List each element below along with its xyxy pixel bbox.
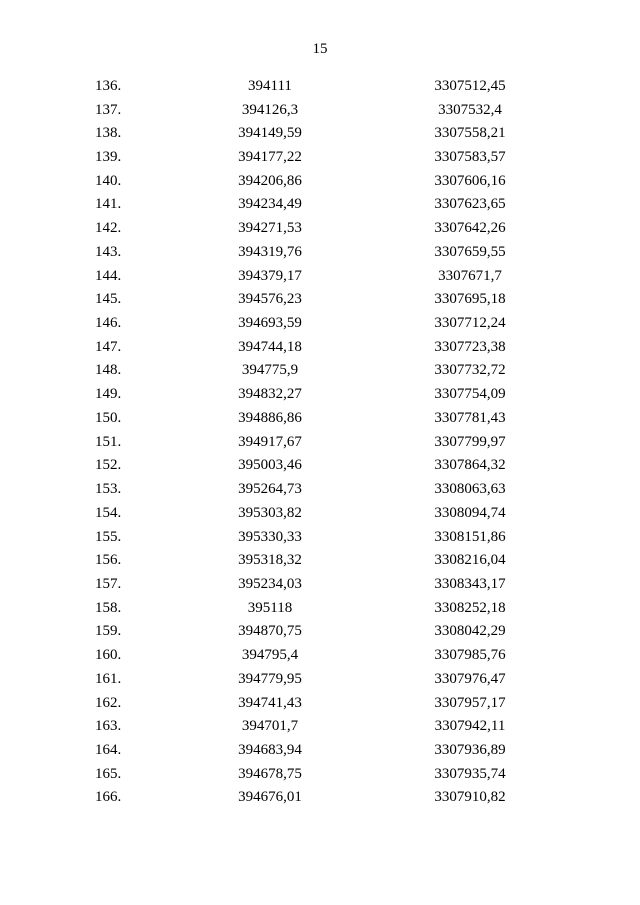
- y-coordinate: 3308343,17: [434, 575, 506, 592]
- column-gap: [335, 382, 405, 406]
- row-margin-right: [535, 74, 640, 98]
- row-margin-right: [535, 240, 640, 264]
- column-gap: [335, 454, 405, 478]
- x-coordinate: 394832,27: [238, 386, 302, 403]
- x-coordinate: 394870,75: [238, 623, 302, 640]
- point-number: 140.: [95, 172, 122, 189]
- column-gap: [335, 430, 405, 454]
- row-margin-left: [0, 501, 95, 525]
- column-gap: [335, 74, 405, 98]
- point-number: 155.: [95, 528, 122, 545]
- point-number: 143.: [95, 243, 122, 260]
- point-number: 138.: [95, 125, 122, 142]
- row-margin-left: [0, 620, 95, 644]
- column-gap: [335, 121, 405, 145]
- y-coordinate: 3307936,89: [434, 741, 506, 758]
- point-number: 160.: [95, 647, 122, 664]
- row-margin-left: [0, 454, 95, 478]
- table-row: [0, 786, 640, 810]
- point-number: 148.: [95, 362, 122, 379]
- y-coordinate: 3308216,04: [434, 552, 506, 569]
- y-coordinate: 3307712,24: [434, 315, 506, 332]
- y-coordinate: 3307558,21: [434, 125, 506, 142]
- point-number: 157.: [95, 575, 122, 592]
- y-coordinate: 3307512,45: [434, 77, 506, 94]
- row-margin-right: [535, 121, 640, 145]
- table-row: [0, 643, 640, 667]
- column-gap: [335, 145, 405, 169]
- row-margin-left: [0, 430, 95, 454]
- x-coordinate: 395318,32: [238, 552, 302, 569]
- table-row: [0, 193, 640, 217]
- row-margin-left: [0, 311, 95, 335]
- y-coordinate: 3307985,76: [434, 647, 506, 664]
- column-gap: [335, 738, 405, 762]
- table-row: [0, 98, 640, 122]
- x-coordinate: 394779,95: [238, 670, 302, 687]
- x-coordinate: 394917,67: [238, 433, 302, 450]
- row-margin-right: [535, 169, 640, 193]
- x-coordinate: 395003,46: [238, 457, 302, 474]
- row-margin-left: [0, 525, 95, 549]
- point-number: 139.: [95, 149, 122, 166]
- table-row: [0, 406, 640, 430]
- table-row: [0, 359, 640, 383]
- column-gap: [335, 264, 405, 288]
- point-number: 137.: [95, 101, 122, 118]
- y-coordinate: 3308151,86: [434, 528, 506, 545]
- row-margin-left: [0, 572, 95, 596]
- y-coordinate: 3307671,7: [438, 267, 502, 284]
- x-coordinate: 394576,23: [238, 291, 302, 308]
- y-coordinate: 3307910,82: [434, 789, 506, 806]
- table-row: [0, 620, 640, 644]
- y-coordinate: 3307623,65: [434, 196, 506, 213]
- row-margin-left: [0, 691, 95, 715]
- row-margin-right: [535, 216, 640, 240]
- row-margin-right: [535, 406, 640, 430]
- row-margin-left: [0, 121, 95, 145]
- row-margin-right: [535, 98, 640, 122]
- y-coordinate: 3307642,26: [434, 220, 506, 237]
- y-coordinate: 3308252,18: [434, 599, 506, 616]
- column-gap: [335, 786, 405, 810]
- point-number: 150.: [95, 409, 122, 426]
- table-row: [0, 264, 640, 288]
- table-row: [0, 477, 640, 501]
- row-margin-right: [535, 691, 640, 715]
- row-margin-right: [535, 264, 640, 288]
- table-row: [0, 382, 640, 406]
- y-coordinate: 3307723,38: [434, 338, 506, 355]
- y-coordinate: 3307864,32: [434, 457, 506, 474]
- point-number: 141.: [95, 196, 122, 213]
- table-row: [0, 121, 640, 145]
- y-coordinate: 3307754,09: [434, 386, 506, 403]
- x-coordinate: 394795,4: [241, 647, 299, 664]
- row-margin-right: [535, 335, 640, 359]
- y-coordinate: 3307583,57: [434, 149, 506, 166]
- point-number: 156.: [95, 552, 122, 569]
- row-margin-right: [535, 525, 640, 549]
- row-margin-right: [535, 620, 640, 644]
- row-margin-left: [0, 145, 95, 169]
- y-coordinate: 3307942,11: [434, 718, 506, 735]
- column-gap: [335, 525, 405, 549]
- point-number: 165.: [95, 765, 122, 782]
- table-row: [0, 430, 640, 454]
- table-row: [0, 145, 640, 169]
- x-coordinate: 394775,9: [241, 362, 299, 379]
- x-coordinate: 394234,49: [238, 196, 302, 213]
- column-gap: [335, 98, 405, 122]
- x-coordinate: 395234,03: [238, 575, 302, 592]
- table-row: [0, 667, 640, 691]
- x-coordinate: 394379,17: [238, 267, 302, 284]
- row-margin-right: [535, 145, 640, 169]
- y-coordinate: 3307976,47: [434, 670, 506, 687]
- table-row: [0, 572, 640, 596]
- y-coordinate: 3307935,74: [434, 765, 506, 782]
- row-margin-left: [0, 359, 95, 383]
- row-margin-right: [535, 548, 640, 572]
- x-coordinate: 394271,53: [238, 220, 302, 237]
- column-gap: [335, 359, 405, 383]
- point-number: 144.: [95, 267, 122, 284]
- point-number: 151.: [95, 433, 122, 450]
- x-coordinate: 394678,75: [238, 765, 302, 782]
- column-gap: [335, 169, 405, 193]
- y-coordinate: 3307781,43: [434, 409, 506, 426]
- x-coordinate: 394676,01: [238, 789, 302, 806]
- row-margin-left: [0, 264, 95, 288]
- x-coordinate: 394126,3: [241, 101, 299, 118]
- row-margin-left: [0, 216, 95, 240]
- point-number: 161.: [95, 670, 122, 687]
- y-coordinate: 3307659,55: [434, 243, 506, 260]
- column-gap: [335, 240, 405, 264]
- point-number: 159.: [95, 623, 122, 640]
- column-gap: [335, 762, 405, 786]
- y-coordinate: 3308094,74: [434, 504, 506, 521]
- table-row: [0, 216, 640, 240]
- row-margin-left: [0, 548, 95, 572]
- table-row: [0, 525, 640, 549]
- table-row: [0, 691, 640, 715]
- column-gap: [335, 311, 405, 335]
- y-coordinate: 3307532,4: [438, 101, 502, 118]
- point-number: 147.: [95, 338, 122, 355]
- column-gap: [335, 335, 405, 359]
- row-margin-right: [535, 501, 640, 525]
- x-coordinate: 394886,86: [238, 409, 302, 426]
- y-coordinate: 3307606,16: [434, 172, 506, 189]
- x-coordinate: 394111: [248, 77, 292, 94]
- x-coordinate: 394149,59: [238, 125, 302, 142]
- column-gap: [335, 477, 405, 501]
- table-row: [0, 714, 640, 738]
- row-margin-right: [535, 596, 640, 620]
- x-coordinate: 394319,76: [238, 243, 302, 260]
- row-margin-right: [535, 738, 640, 762]
- y-coordinate: 3307957,17: [434, 694, 506, 711]
- column-gap: [335, 643, 405, 667]
- table-row: [0, 335, 640, 359]
- row-margin-left: [0, 786, 95, 810]
- y-coordinate: 3308063,63: [434, 481, 506, 498]
- table-row: [0, 169, 640, 193]
- x-coordinate: 394744,18: [238, 338, 302, 355]
- y-coordinate: 3308042,29: [434, 623, 506, 640]
- row-margin-right: [535, 454, 640, 478]
- row-margin-left: [0, 667, 95, 691]
- point-number: 158.: [95, 599, 122, 616]
- row-margin-left: [0, 98, 95, 122]
- row-margin-right: [535, 477, 640, 501]
- column-gap: [335, 501, 405, 525]
- x-coordinate: 394206,86: [238, 172, 302, 189]
- column-gap: [335, 193, 405, 217]
- x-coordinate: 395264,73: [238, 481, 302, 498]
- point-number: 153.: [95, 481, 122, 498]
- table-row: [0, 454, 640, 478]
- x-coordinate: 395303,82: [238, 504, 302, 521]
- table-row: [0, 501, 640, 525]
- x-coordinate: 394741,43: [238, 694, 302, 711]
- column-gap: [335, 406, 405, 430]
- row-margin-right: [535, 430, 640, 454]
- x-coordinate: 394683,94: [238, 741, 302, 758]
- row-margin-left: [0, 406, 95, 430]
- table-row: [0, 548, 640, 572]
- point-number: 142.: [95, 220, 122, 237]
- row-margin-right: [535, 762, 640, 786]
- column-gap: [335, 691, 405, 715]
- column-gap: [335, 548, 405, 572]
- point-number: 166.: [95, 789, 122, 806]
- row-margin-right: [535, 359, 640, 383]
- row-margin-right: [535, 714, 640, 738]
- row-margin-right: [535, 382, 640, 406]
- x-coordinate: 395118: [247, 599, 293, 616]
- row-margin-right: [535, 287, 640, 311]
- row-margin-right: [535, 572, 640, 596]
- point-number: 149.: [95, 386, 122, 403]
- y-coordinate: 3307695,18: [434, 291, 506, 308]
- point-number: 136.: [95, 77, 122, 94]
- row-margin-right: [535, 667, 640, 691]
- column-gap: [335, 596, 405, 620]
- row-margin-left: [0, 169, 95, 193]
- table-row: [0, 240, 640, 264]
- column-gap: [335, 620, 405, 644]
- row-margin-right: [535, 311, 640, 335]
- row-margin-left: [0, 714, 95, 738]
- coordinates-table: [0, 74, 640, 809]
- row-margin-left: [0, 382, 95, 406]
- column-gap: [335, 572, 405, 596]
- table-row: [0, 596, 640, 620]
- table-row: [0, 287, 640, 311]
- point-number: 162.: [95, 694, 122, 711]
- y-coordinate: 3307799,97: [434, 433, 506, 450]
- row-margin-left: [0, 240, 95, 264]
- y-coordinate: 3307732,72: [434, 362, 506, 379]
- point-number: 152.: [95, 457, 122, 474]
- row-margin-left: [0, 335, 95, 359]
- x-coordinate: 394177,22: [238, 149, 302, 166]
- row-margin-right: [535, 643, 640, 667]
- x-coordinate: 394701,7: [241, 718, 299, 735]
- table-row: [0, 738, 640, 762]
- point-number: 154.: [95, 504, 122, 521]
- row-margin-left: [0, 738, 95, 762]
- row-margin-left: [0, 643, 95, 667]
- column-gap: [335, 714, 405, 738]
- point-number: 145.: [95, 291, 122, 308]
- page-number: 15: [312, 41, 328, 57]
- x-coordinate: 394693,59: [238, 315, 302, 332]
- row-margin-right: [535, 786, 640, 810]
- row-margin-left: [0, 596, 95, 620]
- row-margin-right: [535, 193, 640, 217]
- column-gap: [335, 287, 405, 311]
- row-margin-left: [0, 74, 95, 98]
- row-margin-left: [0, 287, 95, 311]
- row-margin-left: [0, 762, 95, 786]
- point-number: 163.: [95, 718, 122, 735]
- column-gap: [335, 667, 405, 691]
- column-gap: [335, 216, 405, 240]
- row-margin-left: [0, 477, 95, 501]
- row-margin-left: [0, 193, 95, 217]
- coordinates-table-body: [0, 74, 640, 809]
- x-coordinate: 395330,33: [238, 528, 302, 545]
- point-number: 146.: [95, 315, 122, 332]
- table-row: [0, 311, 640, 335]
- point-number: 164.: [95, 741, 122, 758]
- table-row: [0, 74, 640, 98]
- table-row: [0, 762, 640, 786]
